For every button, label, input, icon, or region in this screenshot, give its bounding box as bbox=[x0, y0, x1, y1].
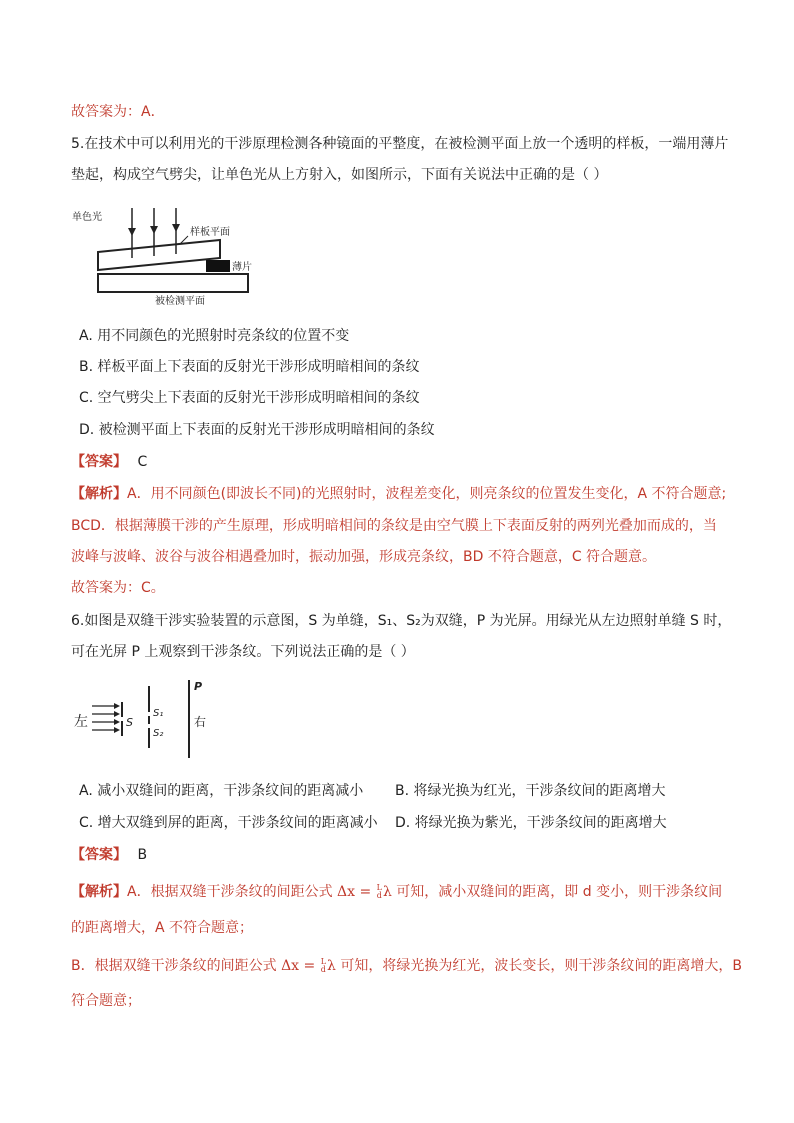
label-shim: 薄片 bbox=[232, 262, 252, 273]
q6-analysis-a-pre: A．根据双缝干涉条纹的间距公式 bbox=[127, 884, 338, 900]
formula-lhs: Δx = bbox=[337, 884, 376, 900]
q6-answer-tag: 【答案】 bbox=[71, 847, 127, 863]
q5-answer-tag: 【答案】 bbox=[71, 454, 127, 470]
q5-answer bbox=[71, 452, 147, 472]
q6-option-c: C. 增大双缝到屏的距离，干涉条纹间的距离减小 bbox=[79, 815, 378, 831]
shim-block bbox=[206, 260, 230, 272]
formula-b-frac bbox=[321, 958, 326, 974]
q6-analysis-b-line1 bbox=[71, 956, 742, 976]
label-tested: 被检测平面 bbox=[155, 296, 205, 307]
label-p: P bbox=[194, 680, 203, 693]
q5-stem-line2: 垫起，构成空气劈尖，让单色光从上方射入，如图所示，下面有关说法中正确的是（ ） bbox=[71, 167, 608, 183]
formula-frac bbox=[377, 884, 382, 900]
formula-b bbox=[281, 958, 336, 974]
q6-answer-value: B bbox=[137, 847, 148, 863]
q6-analysis-a-post: 可知，减小双缝间的距离，即 d 变小，则干涉条纹间 bbox=[391, 884, 723, 900]
q6-option-b: B. 将绿光换为红光，干涉条纹间的距离增大 bbox=[395, 783, 666, 799]
formula-num: L bbox=[376, 883, 382, 892]
q5-analysis-text1: A．用不同颜色(即波长不同)的光照射时，波程差变化，则亮条纹的位置发生变化，A 不符合题意; bbox=[127, 486, 727, 502]
q6-option-a: A. 减小双缝间的距离，干涉条纹间的距离减小 bbox=[79, 783, 364, 799]
q6-option-d: D. 将绿光换为紫光，干涉条纹间的距离增大 bbox=[395, 815, 667, 831]
q5-option-c: C. 空气劈尖上下表面的反射光干涉形成明暗相间的条纹 bbox=[79, 390, 420, 406]
formula-b-den: d bbox=[320, 965, 326, 974]
q6-answer bbox=[71, 845, 147, 865]
formula-b-lhs: Δx = bbox=[281, 958, 320, 974]
q6-analysis-tag: 【解析】 bbox=[71, 884, 127, 900]
q6-analysis-b-post: 可知，将绿光换为红光，波长变长，则干涉条纹间的距离增大，B bbox=[335, 958, 742, 974]
q5-option-b: B. 样板平面上下表面的反射光干涉形成明暗相间的条纹 bbox=[79, 359, 420, 375]
q6-analysis-a-line2: 的距离增大，A 不符合题意； bbox=[71, 920, 254, 936]
q5-answer-value: C bbox=[137, 454, 148, 470]
formula-rhs: λ bbox=[382, 884, 392, 900]
label-s2: S₂ bbox=[153, 728, 164, 739]
label-s1: S₁ bbox=[153, 708, 164, 719]
formula-b-rhs: λ bbox=[327, 958, 336, 974]
label-sample: 样板平面 bbox=[190, 227, 230, 238]
formula-b-num: L bbox=[320, 957, 327, 966]
label-light: 单色光 bbox=[72, 212, 102, 223]
q6-stem-line1: 6.如图是双缝干涉实验装置的示意图，S 为单缝，S₁、S₂为双缝，P 为光屏。用绿光从左边照射单缝 S 时， bbox=[71, 613, 732, 629]
q5-analysis-tag: 【解析】 bbox=[71, 486, 127, 502]
q6-double-slit-figure bbox=[72, 678, 222, 760]
q5-wedge-figure bbox=[70, 200, 260, 310]
q5-option-a: A. 用不同颜色的光照射时亮条纹的位置不变 bbox=[79, 328, 350, 344]
q6-analysis-b-pre: B．根据双缝干涉条纹的间距公式 bbox=[71, 958, 282, 974]
label-left: 左 bbox=[74, 714, 88, 730]
q6-stem-line2: 可在光屏 P 上观察到干涉条纹。下列说法正确的是（ ） bbox=[71, 644, 415, 660]
formula-a bbox=[337, 884, 392, 900]
label-s: S bbox=[126, 716, 133, 729]
q4-answer-line: 故答案为：A． bbox=[71, 104, 165, 120]
q6-analysis-a-line1 bbox=[71, 882, 722, 902]
q5-analysis-line2: BCD．根据薄膜干涉的产生原理，形成明暗相间的条纹是由空气膜上下表面反射的两列光叠加而成的，当 bbox=[71, 518, 717, 534]
q5-answer-line: 故答案为：C。 bbox=[71, 580, 165, 596]
q5-option-d: D. 被检测平面上下表面的反射光干涉形成明暗相间的条纹 bbox=[79, 422, 435, 438]
label-right: 右 bbox=[194, 715, 207, 729]
q5-stem-line1: 5.在技术中可以利用光的干涉原理检测各种镜面的平整度，在被检测平面上放一个透明的样板，一端用薄片 bbox=[71, 136, 729, 152]
q6-analysis-b-line2: 符合题意； bbox=[71, 993, 141, 1009]
q5-analysis-line3: 波峰与波峰、波谷与波谷相遇叠加时，振动加强，形成亮条纹，BD 不符合题意，C 符合题意。 bbox=[71, 549, 657, 565]
q5-analysis-line1 bbox=[71, 484, 726, 504]
formula-den: d bbox=[376, 891, 382, 900]
